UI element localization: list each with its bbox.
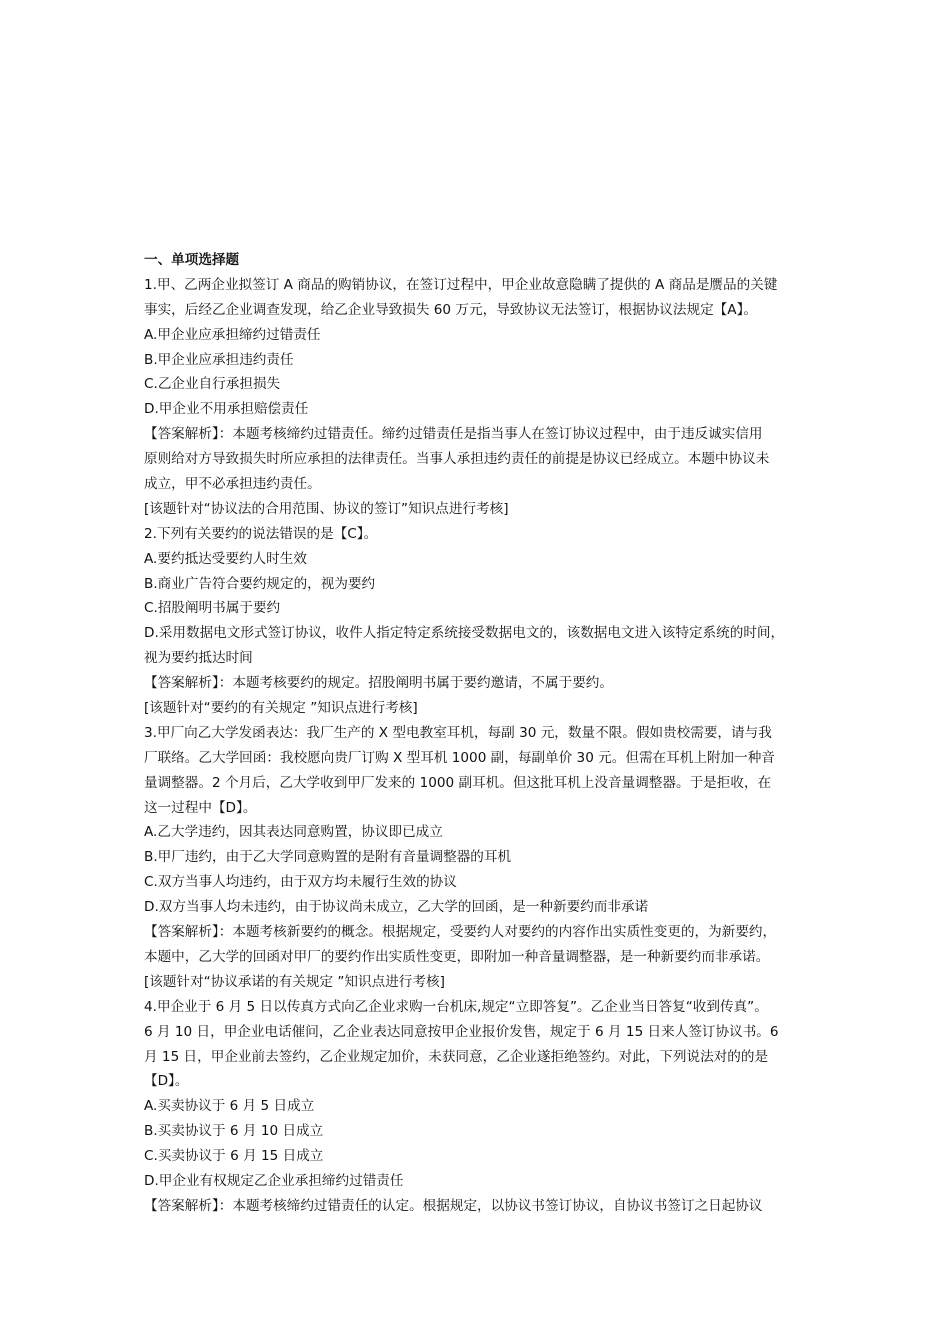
text-line: 4.甲企业于 6 月 5 日以传真方式向乙企业求购一台机床,规定“立即答复”。乙企业当日答复“收到传真”。 [144, 998, 768, 1015]
text-line: 3.甲厂向乙大学发函表达：我厂生产的 X 型电教室耳机，每副 30 元，数量不限。假如贵校需要，请与我 [144, 724, 772, 741]
text-line: B.商业广告符合要约规定的，视为要约 [144, 575, 376, 592]
text-line: A.买卖协议于 6 月 5 日成立 [144, 1098, 315, 1115]
text-line: B.买卖协议于 6 月 10 日成立 [144, 1123, 324, 1140]
text-line: C.买卖协议于 6 月 15 日成立 [144, 1148, 324, 1165]
text-line: 成立，甲不必承担违约责任。 [144, 476, 321, 493]
text-line: 量调整器。2 个月后，乙大学收到甲厂发来的 1000 副耳机。但这批耳机上没音量调整器。于是拒收，在 [144, 774, 772, 791]
text-line: A.乙大学违约，因其表达同意购置，协议即已成立 [144, 824, 443, 841]
text-line: 原则给对方导致损失时所应承担的法律责任。当事人承担违约责任的前提是协议已经成立。本题中协议未 [144, 451, 770, 468]
text-line: [该题针对“要约的有关规定 ”知识点进行考核] [144, 700, 418, 717]
text-line: [该题针对“协议承诺的有关规定 ”知识点进行考核] [144, 973, 445, 990]
text-line: D.采用数据电文形式签订协议，收件人指定特定系统接受数据电文的，该数据电文进入该特定系统的时间， [144, 625, 785, 642]
text-line: 视为要约抵达时间 [144, 650, 253, 667]
text-line: 厂联络。乙大学回函：我校愿向贵厂订购 X 型耳机 1000 副，每副单价 30 元。但需在耳机上附加一种音 [144, 749, 775, 766]
text-line: [该题针对“协议法的合用范围、协议的签订”知识点进行考核] [144, 500, 509, 517]
text-line: 【D】。 [144, 1073, 189, 1090]
text-line: 事实，后经乙企业调查发现，给乙企业导致损失 60 万元，导致协议无法签订，根据协议法规定【A】。 [144, 301, 757, 318]
text-line: 2.下列有关要约的说法错误的是【C】。 [144, 525, 378, 542]
text-line: 【答案解析】：本题考核缔约过错责任。缔约过错责任是指当事人在签订协议过程中，由于违反诚实信用 [144, 426, 763, 443]
section-title: 一、单项选择题 [144, 252, 240, 268]
text-line: 1.甲、乙两企业拟签订 A 商品的购销协议，在签订过程中，甲企业故意隐瞒了提供的 A 商品是赝品的关键 [144, 276, 778, 293]
text-line: B.甲厂违约，由于乙大学同意购置的是附有音量调整器的耳机 [144, 849, 512, 866]
text-line: C.招股阐明书属于要约 [144, 600, 281, 617]
text-line: A.要约抵达受要约人时生效 [144, 550, 307, 567]
text-line: 6 月 10 日，甲企业电话催问，乙企业表达同意按甲企业报价发售，规定于 6 月 15 日来人签订协议书。6 [144, 1023, 779, 1040]
text-line: B.甲企业应承担违约责任 [144, 351, 294, 368]
text-line: A.甲企业应承担缔约过错责任 [144, 326, 321, 343]
text-line: 月 15 日，甲企业前去签约，乙企业规定加价，未获同意，乙企业遂拒绝签约。对此，下列说法对的的是 [144, 1048, 769, 1065]
text-line: D.双方当事人均未违约，由于协议尚未成立，乙大学的回函，是一种新要约而非承诺 [144, 899, 649, 916]
text-line: 本题中，乙大学的回函对甲厂的要约作出实质性变更，即附加一种音量调整器，是一种新要约而非承诺。 [144, 948, 770, 965]
text-line: 【答案解析】：本题考核要约的规定。招股阐明书属于要约邀请，不属于要约。 [144, 675, 613, 692]
text-line: C.双方当事人均违约，由于双方均未履行生效的协议 [144, 874, 457, 891]
text-line: 这一过程中【D】。 [144, 799, 257, 816]
document-lines [144, 273, 816, 1219]
text-line: D.甲企业不用承担赔偿责任 [144, 401, 309, 418]
text-line: 【答案解析】：本题考核新要约的概念。根据规定，受要约人对要约的内容作出实质性变更的，为新要约， [144, 924, 777, 941]
document-body [144, 248, 816, 1219]
text-line: C.乙企业自行承担损失 [144, 376, 281, 393]
text-line: D.甲企业有权规定乙企业承担缔约过错责任 [144, 1172, 404, 1189]
text-line: 【答案解析】：本题考核缔约过错责任的认定。根据规定，以协议书签订协议，自协议书签订之日起协议 [144, 1197, 763, 1214]
